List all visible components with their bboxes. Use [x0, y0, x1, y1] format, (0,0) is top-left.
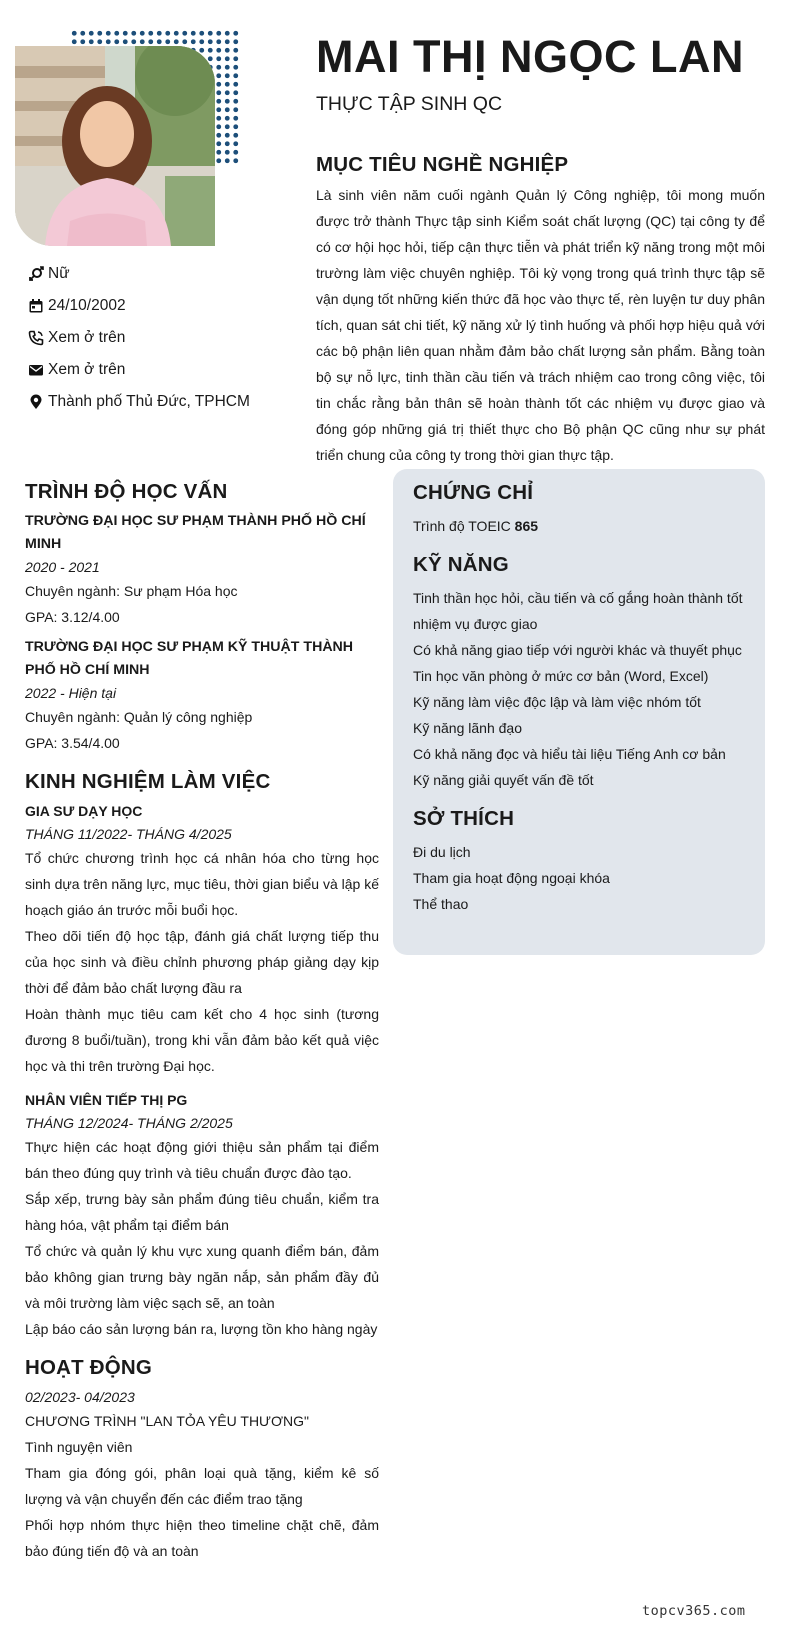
toeic-line [413, 513, 753, 539]
hobby-item: Thể thao [413, 896, 469, 912]
skill-item: Có khả năng giao tiếp với người khác và thuyết phục [413, 642, 742, 658]
job-bullet: Sắp xếp, trưng bày sản phẩm đúng tiêu chuẩn, kiểm tra hàng hóa, vật phẩm tại điểm bán [25, 1191, 379, 1233]
certificates-title: CHỨNG CHỈ [413, 481, 534, 504]
hobby-item: Tham gia hoạt động ngoại khóa [413, 870, 610, 886]
objective-title: MỤC TIÊU NGHỀ NGHIỆP [316, 153, 569, 176]
right-panel [393, 469, 765, 955]
experience-item [25, 800, 379, 1079]
job-title: NHÂN VIÊN TIẾP THỊ PG [25, 1092, 188, 1108]
activities-title: HOẠT ĐỘNG [25, 1356, 153, 1379]
activity-program: CHƯƠNG TRÌNH "LAN TỎA YÊU THƯƠNG" [25, 1413, 309, 1429]
job-bullet: Lập báo cáo sản lượng bán ra, lượng tồn kho hàng ngày [25, 1321, 378, 1337]
info-location-value: Thành phố Thủ Đức, TPHCM [48, 393, 250, 410]
job-bullet: Tổ chức và quản lý khu vực xung quanh điểm bán, đảm bảo không gian trưng bày ngăn nắp, sản phẩm đầy đủ và môi trường làm việc sạch sẽ, an toàn [25, 1243, 379, 1311]
skill-item: Tin học văn phòng ở mức cơ bản (Word, Excel) [413, 668, 709, 684]
hobbies-title: SỞ THÍCH [413, 807, 515, 830]
job-bullet: Hoàn thành mục tiêu cam kết cho 4 học sinh (tương đương 8 buổi/tuần), trong khi vẫn đảm bảo kết quả việc học và thi trên trường Đại học. [25, 1006, 379, 1074]
job-period: THÁNG 11/2022- THÁNG 4/2025 [25, 826, 232, 842]
hobby-item: Đi du lịch [413, 844, 471, 860]
phone-icon [26, 329, 45, 348]
education-item [25, 636, 379, 756]
calendar-icon [26, 297, 45, 316]
education-item [25, 510, 379, 630]
job-bullet: Theo dõi tiến độ học tập, đánh giá chất lượng tiếp thu của học sinh và điều chỉnh phương pháp giảng dạy kịp thời để đảm bảo chất lượng đầu ra [25, 928, 379, 996]
info-gender-value: Nữ [48, 265, 70, 282]
info-email-value: Xem ở trên [48, 361, 126, 378]
activity-period: 02/2023- 04/2023 [25, 1389, 135, 1405]
left-column [25, 480, 379, 1564]
location-icon [26, 393, 45, 412]
skill-item: Kỹ năng giải quyết vấn đề tốt [413, 772, 594, 788]
info-birthday [26, 290, 296, 322]
school-gpa: GPA: 3.12/4.00 [25, 609, 120, 625]
school-major: Chuyên ngành: Quản lý công nghiệp [25, 709, 253, 725]
info-gender [26, 258, 296, 290]
info-phone [26, 322, 296, 354]
activity-item [25, 1386, 379, 1564]
education-title: TRÌNH ĐỘ HỌC VẤN [25, 480, 228, 503]
toeic-score: 865 [514, 518, 539, 534]
job-title: GIA SƯ DẠY HỌC [25, 803, 143, 819]
info-location [26, 386, 296, 418]
candidate-name: MAI THỊ NGỌC LAN [316, 31, 744, 82]
skill-item: Kỹ năng lãnh đạo [413, 720, 522, 736]
school-gpa: GPA: 3.54/4.00 [25, 735, 120, 751]
skill-item: Kỹ năng làm việc độc lập và làm việc nhóm tốt [413, 694, 701, 710]
job-bullet: Thực hiện các hoạt động giới thiệu sản phẩm tại điểm bán theo đúng quy trình và tiêu chuẩn được đào tạo. [25, 1139, 379, 1181]
skill-item: Tinh thần học hỏi, cầu tiến và cố gắng hoàn thành tốt nhiệm vụ được giao [413, 590, 743, 632]
toeic-label: Trình độ TOEIC [413, 518, 515, 534]
skill-item: Có khả năng đọc và hiểu tài liệu Tiếng Anh cơ bản [413, 746, 726, 762]
experience-title: KINH NGHIỆM LÀM VIỆC [25, 770, 271, 793]
school-name: TRƯỜNG ĐẠI HỌC SƯ PHẠM THÀNH PHỐ HỒ CHÍ MINH [25, 513, 366, 552]
skills-title: KỸ NĂNG [413, 553, 509, 576]
activity-bullet: Phối hợp nhóm thực hiện theo timeline chặt chẽ, đảm bảo đúng tiến độ và an toàn [25, 1517, 379, 1559]
info-phone-value: Xem ở trên [48, 329, 126, 346]
activity-role: Tình nguyện viên [25, 1439, 133, 1455]
school-major: Chuyên ngành: Sư phạm Hóa học [25, 583, 238, 599]
school-period: 2020 - 2021 [25, 559, 100, 575]
candidate-role: THỰC TẬP SINH QC [316, 93, 503, 115]
email-icon [26, 361, 45, 380]
experience-item [25, 1089, 379, 1342]
school-name: TRƯỜNG ĐẠI HỌC SƯ PHẠM KỸ THUẬT THÀNH PHỐ HỒ CHÍ MINH [25, 639, 354, 678]
personal-info [26, 258, 296, 418]
info-birthday-value: 24/10/2002 [48, 297, 126, 314]
activity-bullet: Tham gia đóng gói, phân loại quà tặng, kiểm kê số lượng và vận chuyển đến các điểm trao tặng [25, 1465, 379, 1507]
objective-text: Là sinh viên năm cuối ngành Quản lý Công nghiệp, tôi mong muốn được trở thành Thực tập sinh Kiểm soát chất lượng (QC) tại công ty để có cơ hội học hỏi, tiếp cận thực tiễn và phát triển kỹ năng trong một môi trường làm việc chuyên nghiệp. Tôi kỳ vọng trong quá trình thực tập sẽ vận dụng tốt những kiến thức đã học vào thực tế, rèn luyện tư duy phân tích, quan sát chi tiết, kỹ năng xử lý tình huống và phối hợp hiệu quả với các bộ phận liên quan nhằm đảm bảo chất lượng sản phẩm. Bằng toàn bộ sự nỗ lực, tinh thần cầu tiến và trách nhiệm cao trong công việc, tôi tin chắc rằng bản thân sẽ hoàn thành tốt các nhiệm vụ được giao và đóng góp những giá trị thiết thực cho Bộ phận QC cũng như sự phát triển chung của công ty trong thời gian thực tập. [316, 187, 765, 463]
gender-icon [26, 265, 45, 284]
job-bullet: Tổ chức chương trình học cá nhân hóa cho từng học sinh dựa trên năng lực, mục tiêu, thời gian biểu và lập kế hoạch giáo án trước mỗi buổi học. [25, 850, 380, 918]
school-period: 2022 - Hiện tại [25, 685, 117, 701]
job-period: THÁNG 12/2024- THÁNG 2/2025 [25, 1115, 233, 1131]
info-email [26, 354, 296, 386]
footer-watermark[interactable]: topcv365.com [642, 1603, 746, 1619]
profile-photo [15, 46, 215, 246]
